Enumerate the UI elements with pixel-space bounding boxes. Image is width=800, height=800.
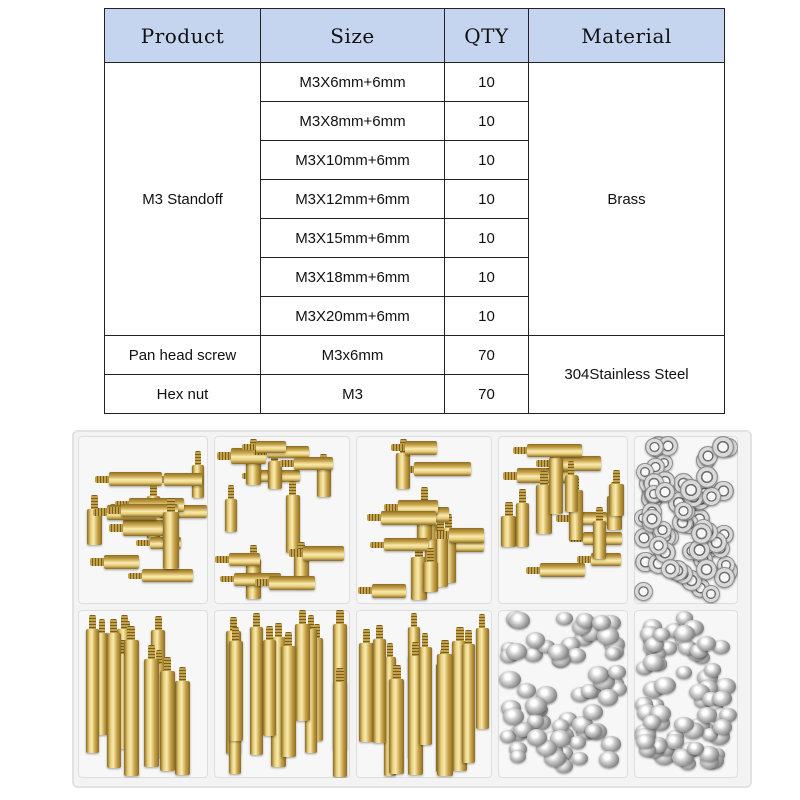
brass-standoff [565,461,578,512]
pan-head-screw [599,751,619,767]
pan-head-screw [506,643,527,660]
organizer-compartment [356,610,492,778]
qty-cell: 70 [445,375,529,414]
brass-standoff [90,555,139,569]
brass-standoff [333,668,348,777]
brass-standoff [95,472,162,486]
pan-head-screw [654,677,675,694]
header-product: Product [105,9,261,63]
pan-head-screw [697,707,717,723]
product-screw: Pan head screw [105,336,261,375]
brass-standoff [370,538,427,550]
pan-head-screw [571,752,588,766]
size-cell: M3X15mm+6mm [261,219,445,258]
pan-head-screw [510,750,526,763]
brass-standoff [526,563,585,577]
pan-head-screw [583,704,602,720]
product-nut: Hex nut [105,375,261,414]
pan-head-screw [665,734,684,749]
brass-standoff [109,520,164,536]
brass-standoff [163,498,179,569]
brass-standoff [128,569,192,582]
parts-organizer-photo [72,430,752,788]
size-cell: M3X20mm+6mm [261,297,445,336]
product-standoff: M3 Standoff [105,63,261,336]
hex-nut [661,559,680,578]
size-cell: M3 [261,375,445,414]
hex-nut [674,502,692,520]
table-row [105,336,725,375]
brass-standoff [400,462,472,477]
brass-standoff [250,613,263,755]
size-cell: M3X6mm+6mm [261,63,445,102]
brass-standoff [419,633,432,745]
pan-head-screw [569,736,586,749]
pan-head-screw [601,736,620,752]
brass-standoff [462,630,475,763]
qty-cell: 10 [445,102,529,141]
size-cell: M3x6mm [261,336,445,375]
pan-head-screw [585,724,602,738]
pan-head-screw [526,632,545,647]
brass-standoff [229,627,243,741]
table-row [105,63,725,102]
pan-head-screw [674,625,696,642]
brass-standoff [242,441,286,453]
qty-cell: 10 [445,258,529,297]
hex-nut [680,479,701,500]
qty-cell: 10 [445,297,529,336]
brass-standoff [107,619,121,768]
brass-standoff [359,629,374,742]
pan-head-screw [525,697,546,714]
brass-standoff [389,665,404,774]
size-cell: M3X12mm+6mm [261,180,445,219]
pan-head-screw [713,719,732,734]
organizer-compartment [78,436,208,604]
pan-head-screw [643,715,661,729]
brass-standoff [175,667,189,775]
pan-head-screw [608,665,625,679]
pan-head-screw [509,612,530,628]
hex-nut [702,487,721,506]
hex-nut [655,482,675,502]
hex-nut [642,509,662,529]
pan-head-screw [653,628,670,641]
brass-standoff [263,626,276,736]
brass-standoff [423,548,438,592]
organizer-compartment [356,436,492,604]
organizer-compartment [634,436,738,604]
hex-nut [696,559,717,580]
brass-standoff [373,625,386,744]
organizer-compartment [498,610,628,778]
brass-standoff [281,632,297,758]
header-size: Size [261,9,445,63]
pan-head-screw [527,729,547,745]
brass-standoff [391,441,436,455]
brass-standoff [593,507,606,560]
qty-cell: 10 [445,180,529,219]
pan-head-screw [704,663,721,676]
hex-nut [634,582,653,601]
brass-standoff [295,610,310,721]
pan-head-screw [517,683,536,698]
pan-head-screw [676,666,692,679]
brass-standoff [225,485,237,532]
brass-standoff [144,645,159,767]
brass-standoff [124,626,139,775]
header-qty: QTY [445,9,529,63]
material-brass: Brass [529,63,725,336]
hex-nut [714,567,735,588]
organizer-compartment [634,610,738,778]
brass-standoff [86,615,99,753]
brass-standoff [87,495,102,546]
pan-head-screw [712,691,731,707]
brass-standoff [289,546,345,561]
brass-standoff [516,489,528,547]
qty-cell: 70 [445,336,529,375]
header-material: Material [529,9,725,63]
hex-nut [645,438,663,456]
header-row [105,9,725,63]
organizer-compartment [214,436,350,604]
hex-nut [702,585,720,603]
brass-standoff [501,502,516,548]
material-steel: 304Stainless Steel [529,336,725,414]
pan-head-screw [643,654,664,671]
pan-head-screw [598,689,618,705]
spec-table [104,8,725,414]
brass-standoff [358,584,406,598]
brass-standoff [280,457,333,470]
qty-cell: 10 [445,141,529,180]
size-cell: M3X8mm+6mm [261,102,445,141]
organizer-compartment [498,436,628,604]
organizer-compartment [214,610,350,778]
pan-head-screw [636,734,655,749]
size-cell: M3X10mm+6mm [261,141,445,180]
brass-standoff [476,614,489,729]
organizer-compartment [78,610,208,778]
pan-head-screw [499,671,521,688]
brass-standoff [215,553,260,567]
pan-head-screw [588,666,609,683]
brass-standoff [513,444,582,457]
brass-standoff [609,470,624,516]
qty-cell: 10 [445,219,529,258]
hex-nut [712,436,734,458]
brass-standoff [160,657,175,771]
brass-standoff [435,528,484,543]
pan-head-screw [556,612,573,626]
brass-standoff [437,640,453,776]
brass-standoff [367,511,436,525]
size-cell: M3X18mm+6mm [261,258,445,297]
brass-standoff [255,576,315,590]
qty-cell: 10 [445,63,529,102]
